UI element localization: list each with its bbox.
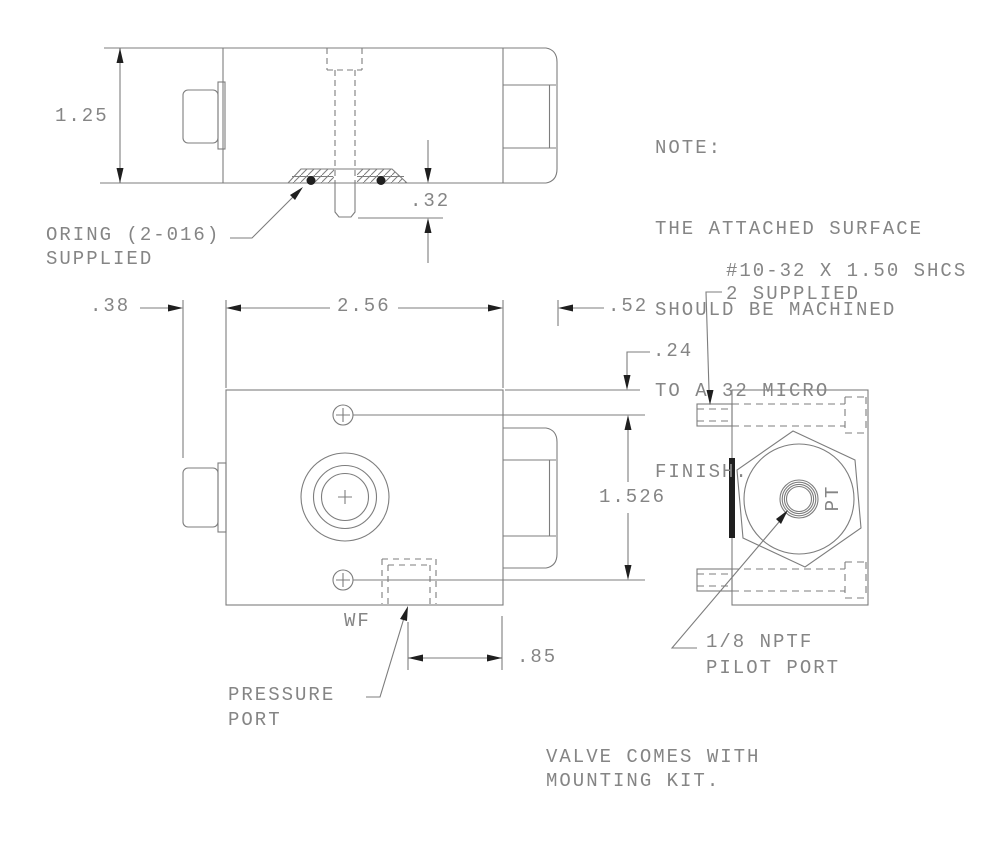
hidden-screw xyxy=(327,48,362,183)
valve-note-line1: VALVE COMES WITH xyxy=(546,746,761,768)
hex-nut xyxy=(503,428,557,568)
pilot-port-label-line1: 1/8 NPTF xyxy=(706,631,814,653)
note-line: FINISH. xyxy=(655,461,749,483)
front-view xyxy=(183,390,557,605)
dim-hole-spacing: 1.526 xyxy=(599,486,667,508)
pressure-port-label-line2: PORT xyxy=(228,709,282,731)
end-cap xyxy=(183,468,218,527)
wf-label: WF xyxy=(344,610,371,632)
body-outline xyxy=(223,48,503,183)
shcs-label-line2: 2 SUPPLIED xyxy=(726,283,861,305)
oring-label-line1: ORING (2-016) xyxy=(46,224,221,246)
note-line: NOTE: xyxy=(655,137,723,159)
pilot-port-label-line2: PILOT PORT xyxy=(706,657,841,679)
dim-stud-protrusion: .32 xyxy=(410,190,451,212)
cap-plate xyxy=(218,82,225,149)
valve-note-line2: MOUNTING KIT. xyxy=(546,770,721,792)
oring-section-left xyxy=(307,176,316,185)
note-line: SHOULD BE MACHINED xyxy=(655,299,897,321)
end-cap xyxy=(183,90,218,143)
pressure-port-label-line1: PRESSURE xyxy=(228,684,336,706)
note-line: THE ATTACHED SURFACE xyxy=(655,218,924,240)
pressure-port-hidden xyxy=(382,559,436,604)
screw-tip xyxy=(335,183,355,217)
dim-cap-offset: .38 xyxy=(90,295,131,317)
top-view xyxy=(100,48,557,217)
dim-nut-width: .52 xyxy=(608,295,649,317)
pt-port-label: PT xyxy=(822,484,844,512)
note-line: TO A 32 MICRO xyxy=(655,380,830,402)
hex-nut xyxy=(503,48,557,183)
shcs-label-line1: #10-32 X 1.50 SHCS xyxy=(726,260,968,282)
dim-body-height: 1.25 xyxy=(55,105,109,127)
screw-end-bottom xyxy=(697,569,732,591)
dim-body-width: 2.56 xyxy=(337,295,391,317)
oring-section-right xyxy=(377,176,386,185)
dim-port-offset: .85 xyxy=(517,646,558,668)
body-outline xyxy=(226,390,503,605)
dim-hole-edge-offset: .24 xyxy=(653,340,694,362)
oring-label-line2: SUPPLIED xyxy=(46,248,154,270)
cap-plate xyxy=(218,463,226,532)
